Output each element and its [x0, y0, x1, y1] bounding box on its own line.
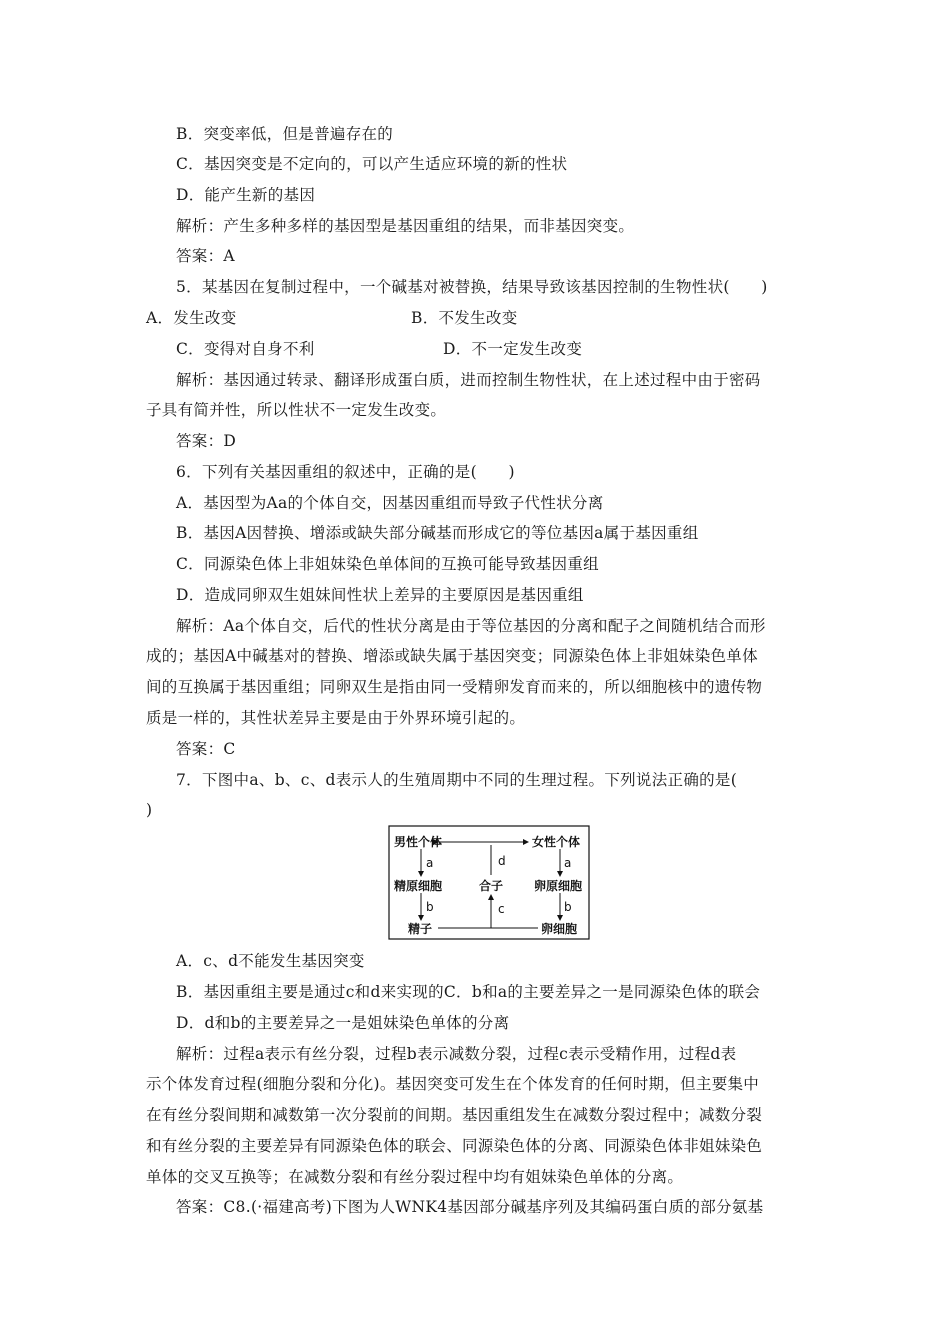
label-a-right: a — [564, 856, 572, 870]
node-female: 女性个体 — [532, 835, 581, 849]
line-3: D．能产生新的基因 — [176, 186, 316, 204]
option-6b: B．基因A因替换、增添或缺失部分碱基而形成它的等位基因a属于基因重组 — [176, 524, 699, 542]
node-egg: 卵细胞 — [541, 922, 578, 936]
line-4: 解析：产生多种多样的基因型是基因重组的结果，而非基因突变。 — [176, 217, 635, 235]
option-7a: A．c、d不能发生基因突变 — [176, 952, 365, 970]
line-analysis-5b: 子具有简并性，所以性状不一定发生改变。 — [146, 401, 447, 419]
question-6: 6．下列有关基因重组的叙述中，正确的是( ) — [176, 463, 515, 481]
label-d: d — [498, 854, 506, 868]
line-analysis-7a: 解析：过程a表示有丝分裂，过程b表示减数分裂，过程c表示受精作用，过程d表 — [176, 1045, 737, 1063]
line-analysis-6d: 质是一样的，其性状差异主要是由于外界环境引起的。 — [146, 709, 526, 727]
reproduction-cycle-diagram — [388, 825, 590, 940]
option-7b: B．基因重组主要是通过c和d来实现的C．b和a的主要差异之一是同源染色体的联会 — [176, 983, 761, 1001]
line-answer-6: 答案：C — [176, 740, 236, 758]
line-answer-7-q8: 答案：C8.(·福建高考)下图为人WNK4基因部分碱基序列及其编码蛋白质的部分氨基 — [176, 1198, 764, 1216]
option-5a: A．发生改变 — [146, 309, 237, 327]
label-c: c — [498, 902, 505, 916]
option-5b: B．不发生改变 — [411, 309, 518, 327]
line-analysis-7c: 在有丝分裂间期和减数第一次分裂前的间期。基因重组发生在减数分裂过程中；减数分裂 — [146, 1106, 763, 1124]
line-1: B．突变率低，但是普遍存在的 — [176, 125, 394, 143]
option-6a: A．基因型为Aa的个体自交，因基因重组而导致子代性状分离 — [176, 494, 604, 512]
label-b-right: b — [564, 900, 572, 914]
question-7-cont: ) — [146, 801, 153, 819]
line-analysis-7d: 和有丝分裂的主要差异有同源染色体的联会、同源染色体的分离、同源染色体非姐妹染色 — [146, 1137, 763, 1155]
option-6d: D．造成同卵双生姐妹间性状上差异的主要原因是基因重组 — [176, 586, 584, 604]
line-answer-5: 答案：D — [176, 432, 237, 450]
line-analysis-5a: 解析：基因通过转录、翻译形成蛋白质，进而控制生物性状，在上述过程中由于密码 — [176, 371, 761, 389]
line-5: 答案：A — [176, 247, 235, 265]
option-7d: D．d和b的主要差异之一是姐妹染色单体的分离 — [176, 1014, 510, 1032]
question-5: 5．某基因在复制过程中，一个碱基对被替换，结果导致该基因控制的生物性状( ) — [176, 278, 768, 296]
line-analysis-6b: 成的；基因A中碱基对的替换、增添或缺失属于基因突变；同源染色体上非姐妹染色单体 — [146, 647, 758, 665]
node-male: 男性个体 — [394, 835, 443, 849]
line-analysis-7b: 示个体发育过程(细胞分裂和分化)。基因突变可发生在个体发育的任何时期，但主要集中 — [146, 1075, 760, 1093]
node-oogonium: 卵原细胞 — [534, 879, 583, 893]
node-sperm: 精子 — [408, 922, 433, 936]
line-2: C．基因突变是不定向的，可以产生适应环境的新的性状 — [176, 155, 568, 173]
line-analysis-7e: 单体的交叉互换等；在减数分裂和有丝分裂过程中均有姐妹染色单体的分离。 — [146, 1168, 684, 1186]
label-b-left: b — [426, 900, 434, 914]
option-5c: C．变得对自身不利 — [176, 340, 315, 358]
question-7: 7．下图中a、b、c、d表示人的生殖周期中不同的生理过程。下列说法正确的是( — [176, 771, 738, 789]
option-5d: D．不一定发生改变 — [443, 340, 583, 358]
line-analysis-6c: 间的互换属于基因重组；同卵双生是指由同一受精卵发育而来的，所以细胞核中的遗传物 — [146, 678, 763, 696]
node-spermatogonium: 精原细胞 — [394, 879, 443, 893]
option-6c: C．同源染色体上非姐妹染色单体间的互换可能导致基因重组 — [176, 555, 599, 573]
line-analysis-6a: 解析：Aa个体自交，后代的性状分离是由于等位基因的分离和配子之间随机结合而形 — [176, 617, 766, 635]
label-a-left: a — [426, 856, 434, 870]
node-zygote: 合子 — [479, 879, 504, 893]
